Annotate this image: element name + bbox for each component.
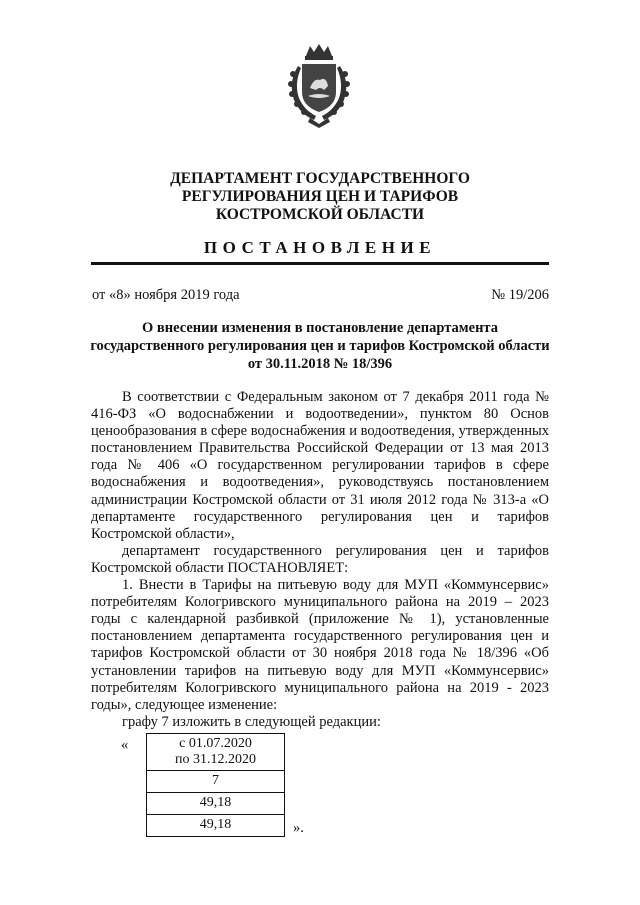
paragraph-legal-basis: В соответствии с Федеральным законом от 7 декабря 2011 года № 416-ФЗ «О водоснабжении и водоотведении», пунктом 80 Основ ценообразования в сфере водоснабжения и водоотведения, утвержденных постановлением Правительства Российской Федерации от 13 мая 2013 года № 406 «О государственном регулировании тарифов в сфере водоснабжения и водоотведения», руководствуясь постановлением администрации Костромской области от 31 июля 2012 года № 313-а «О департаменте государственного регулирования цен и тарифов Костромской области», bbox=[91, 389, 549, 542]
quote-close-mark: ». bbox=[293, 820, 304, 836]
department-line-2: РЕГУЛИРОВАНИЯ ЦЕН И ТАРИФОВ bbox=[181, 188, 459, 205]
heading-line-1: О внесении изменения в постановление департамента bbox=[142, 320, 498, 336]
tariff-column-table bbox=[146, 733, 285, 837]
document-type-title: ПОСТАНОВЛЕНИЕ bbox=[203, 238, 437, 257]
paragraph-column-7-instruction: графу 7 изложить в следующей редакции: bbox=[122, 713, 381, 730]
kostroma-coat-of-arms-emblem bbox=[284, 42, 354, 128]
document-heading bbox=[70, 319, 570, 373]
document-number: № 19/206 bbox=[491, 287, 549, 303]
paragraph-item-1: 1. Внести в Тарифы на питьевую воду для МУП «Коммунсервис» потребителям Кологривского муниципального района на 2019 – 2023 годы с календарной разбивкой (приложение № 1), установленные постановлением департамента государственного регулирования цен и тарифов Костромской области от 30 ноября 2018 года № 18/396 «Об установлении тарифов на питьевую воду для МУП «Коммунсервис» потребителям Кологривского муниципального района на 2019 - 2023 годы», следующее изменение: bbox=[91, 577, 549, 713]
table-row bbox=[147, 793, 285, 815]
tariff-value-cell-2: 49,18 bbox=[147, 815, 285, 837]
period-cell bbox=[147, 734, 285, 771]
heading-line-3: от 30.11.2018 № 18/396 bbox=[247, 356, 393, 372]
period-to: по 31.12.2020 bbox=[175, 752, 256, 767]
department-line-3: КОСТРОМСКОЙ ОБЛАСТИ bbox=[215, 206, 425, 223]
department-name bbox=[60, 170, 580, 224]
paragraph-resolves: департамент государственного регулирования цен и тарифов Костромской области ПОСТАНОВЛЯЕТ: bbox=[91, 542, 549, 576]
table-row bbox=[147, 734, 285, 771]
table-row bbox=[147, 815, 285, 837]
column-number-cell: 7 bbox=[147, 771, 285, 793]
tariff-value-cell-1: 49,18 bbox=[147, 793, 285, 815]
table-row bbox=[147, 771, 285, 793]
quote-open-mark: « bbox=[121, 737, 129, 753]
period-from: с 01.07.2020 bbox=[179, 735, 252, 751]
document-date: от «8» ноября 2019 года bbox=[92, 287, 240, 303]
heading-line-2: государственного регулирования цен и тарифов Костромской области bbox=[90, 338, 550, 354]
document-body bbox=[91, 389, 549, 731]
title-underline-rule bbox=[91, 262, 549, 265]
department-line-1: ДЕПАРТАМЕНТ ГОСУДАРСТВЕННОГО bbox=[170, 170, 470, 187]
